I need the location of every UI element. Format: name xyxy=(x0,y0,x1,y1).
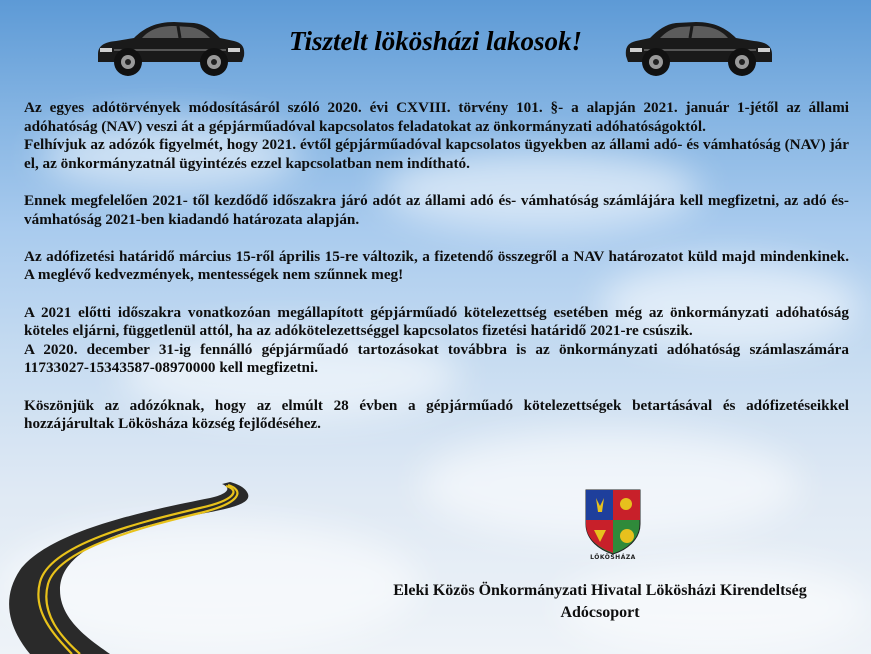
paragraph-gap xyxy=(24,229,849,248)
notice-body xyxy=(24,99,849,434)
paragraph: Az egyes adótörvények módosításáról szóló 2020. évi CXVIII. törvény 101. §- a alapján 2021. január 1-jétől az állami adóhatóság (NAV) veszi át a gépjárműadóval kapcsolatos feladatokat az önkormányzati adóhatóságoktól. xyxy=(24,99,849,135)
coat-of-arms-icon xyxy=(582,484,644,566)
paragraph: Az adófizetési határidő március 15-ről április 15-re változik, a fizetendő összegről a NAV határozatot küld majd mindenkinek. A meglévő kedvezmények, mentességek nem szűnnek meg! xyxy=(24,247,849,284)
paragraph-gap xyxy=(24,285,849,304)
page-title: Tisztelt lökösházi lakosok! xyxy=(288,26,583,56)
signature-department: Adócsoport xyxy=(560,604,640,621)
paragraph-gap xyxy=(24,378,849,397)
signature-office: Eleki Közös Önkormányzati Hivatal Lökösházi Kirendeltség xyxy=(393,582,807,599)
paragraph-gap xyxy=(24,173,849,192)
paragraph: A 2021 előtti időszakra vonatkozóan megállapított gépjárműadó kötelezettség esetében még az önkormányzati adóhatóság köteles eljárni, függetlenül attól, ha az adókötelezettséggel kapcsolatos fizetési határidő 2021-re csúszik. xyxy=(24,303,849,340)
paragraph: Ennek megfelelően 2021- től kezdődő időszakra járó adót az állami adó és- vámhatóság számlájára kell megfizetni, az adó és- vámhatóság 2021-ben kiadandó határozata alapján. xyxy=(24,191,849,228)
winding-road-illustration xyxy=(0,470,300,654)
crest-caption: LÖKÖSHÁZA xyxy=(590,554,636,561)
paragraph: Felhívjuk az adózók figyelmét, hogy 2021. évtől gépjárműadóval kapcsolatos ügyekben az állami adó- és vámhatóság (NAV) jár el, az önkormányzatnál ügyintézés ezzel kapcsolatban nem indítható. xyxy=(24,136,849,172)
right-car-icon xyxy=(624,14,776,80)
paragraph: Köszönjük az adózóknak, hogy az elmúlt 28 évben a gépjárműadó kötelezettségek betartásával és adófizetéseikkel hozzájárultak Lökösháza község fejlődéséhez. xyxy=(24,396,849,433)
paragraph: A 2020. december 31-ig fennálló gépjárműadó tartozásokat továbbra is az önkormányzati adóhatóság számlaszámára 11733027-15343587-08970000 kell megfizetni. xyxy=(24,340,849,377)
